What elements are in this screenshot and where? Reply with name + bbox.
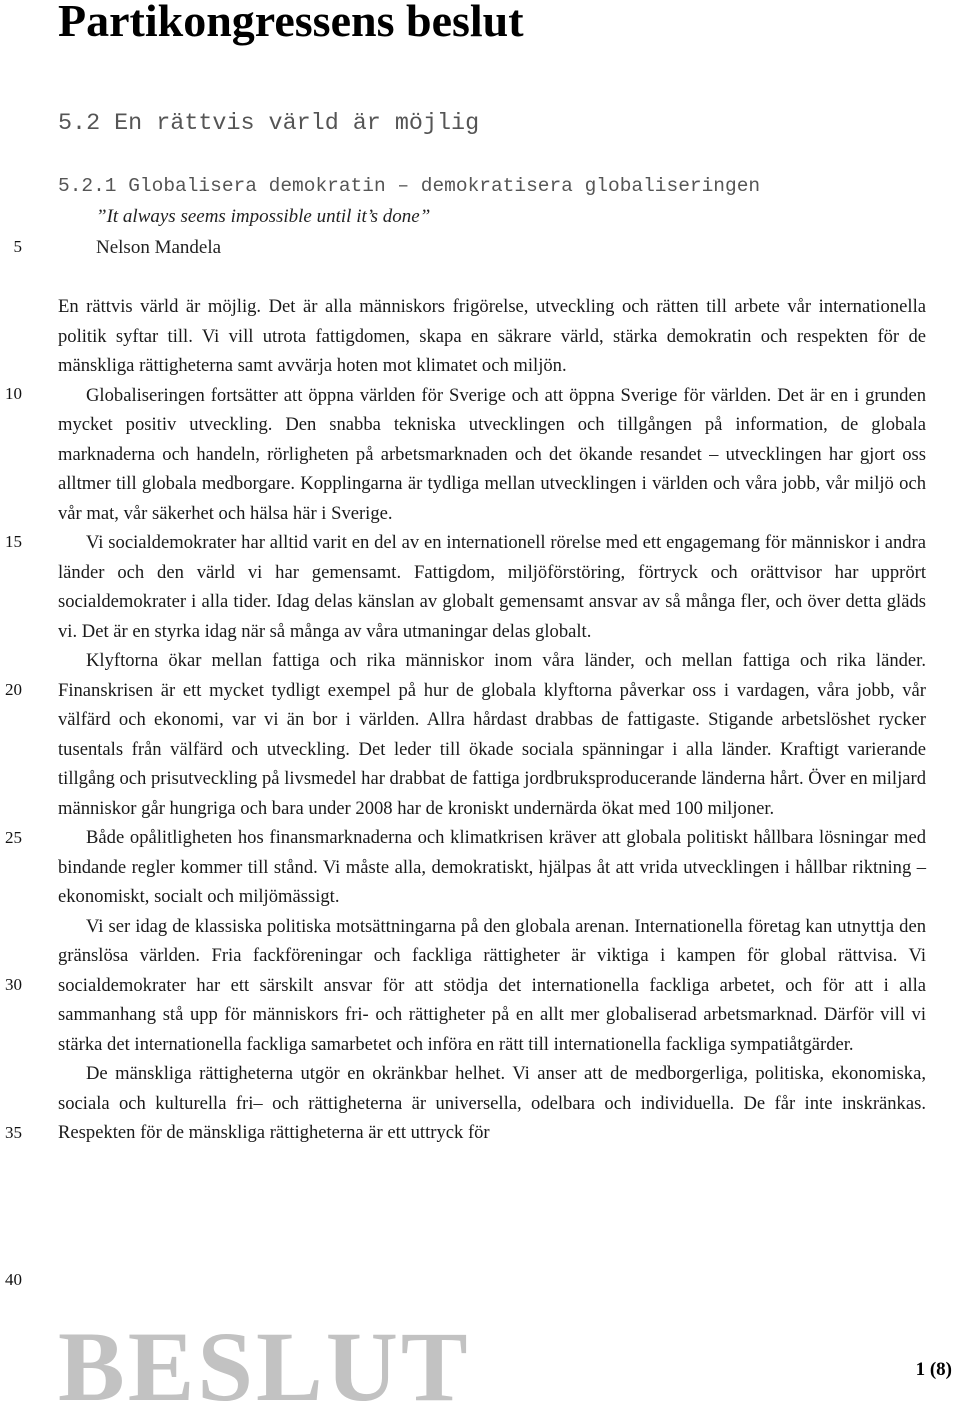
paragraph: En rättvis värld är möjlig. Det är alla människors frigörelse, utveckling och rätten till arbete vår internationella politik syftar till. Vi vill utrota fattigdomen, skapa en säkrare värld, stärka demokratin och respekten för de mänskliga rättigheterna samt avvärja hoten mot klimatet och miljön. [58,296,926,376]
body-text [58,292,926,1148]
line-number: 35 [5,1123,22,1142]
section-heading: 5.2 En rättvis värld är möjlig [58,111,480,137]
page-number: 1 (8) [915,1359,952,1380]
paragraph: Både opålitligheten hos finansmarknaderna och klimatkrisen kräver att globala politiskt hållbara lösningar med bindande regler kommer till stånd. Vi måste alla, demokratiskt, hjälpas åt att vrida utvecklingen i hållbar riktning – ekonomiskt, socialt och miljömässigt. [58,827,926,907]
paragraph: Vi socialdemokrater har alltid varit en del av en internationell rörelse med ett engagemang för människor i andra länder och den värld vi har gemensamt. Fattigdom, miljöförstöring, förtryck och orättvisor har upprört socialdemokrater i alla tider. Idag delas känslan av globalt gemensamt ansvar av så många fler, och över detta gläds vi. Det är en styrka idag när så många av våra utmaningar delas globalt. [58,532,926,642]
line-number: 20 [5,680,22,699]
line-number: 25 [5,828,22,847]
line-number: 15 [5,532,22,551]
line-number: 30 [5,975,22,994]
subsection-heading: 5.2.1 Globalisera demokratin – demokratisera globaliseringen [58,175,761,197]
line-number: 5 [13,237,22,256]
quote-author: Nelson Mandela [96,237,222,258]
beslut-logo: BESLUT [58,1311,471,1422]
quote: ”It always seems impossible until it’s done” [96,206,431,227]
paragraph: Globaliseringen fortsätter att öppna världen för Sverige och att öppna Sverige för världen. Det är en i grunden mycket positiv utveckling. Den snabba tekniska utvecklingen och tillgången på information, de globala marknaderna och handeln, rörligheten på arbetsmarknaden och det ökande resandet – utvecklingen har gjort oss alltmer till globala medborgare. Kopplingarna är tydliga mellan utvecklingen i världen och våra jobb, vår miljö och vår mat, vår säkerhet och hälsa här i Sverige. [58,384,926,524]
paragraph: Klyftorna ökar mellan fattiga och rika människor inom våra länder, och mellan fattiga och rika länder. Finanskrisen är ett mycket tydligt exempel på hur de globala klyftorna påverkar oss i vardagen, våra jobb, vår välfärd och ekonomi, var vi än bor i världen. Allra hårdast drabbas de fattigaste. Stigande arbetslöshet rycker tusentals från välfärd och utveckling. Det leder till ökade sociala spänningar i alla länder. Kraftigt varierande tillgång och prisutveckling på livsmedel har drabbat de fattiga jordbruksproducerande länderna hårt. Över en miljard människor går hungriga och bara under 2008 har de kroniskt undernärda ökat med 100 miljoner. [58,650,926,819]
paragraph: De mänskliga rättigheterna utgör en okränkbar helhet. Vi anser att de medborgerliga, politiska, ekonomiska, sociala och kulturella fri– och rättigheterna är universella, odelbara och individuella. De får inte inskränkas. Respekten för de mänskliga rättigheterna är ett uttryck för [58,1063,926,1143]
line-number: 40 [5,1270,22,1289]
page-title: Partikongressens beslut [58,0,524,46]
paragraph: Vi ser idag de klassiska politiska motsättningarna på den globala arenan. Internationella företag kan utnyttja den gränslösa världen. Fria fackföreningar och fackliga rättigheter är viktiga i kampen för global rättvisa. Vi socialdemokrater har ett särskilt ansvar för att stödja det internationella fackliga arbetet, och för att i alla sammanhang stå upp för människors fri- och rättigheter på en allt mer globaliserad arbetsmarknad. Därför vill vi stärka det internationella fackliga samarbetet och införa en rätt till internationella fackliga sympatiåtgärder. [58,915,926,1055]
line-number: 10 [5,384,22,403]
